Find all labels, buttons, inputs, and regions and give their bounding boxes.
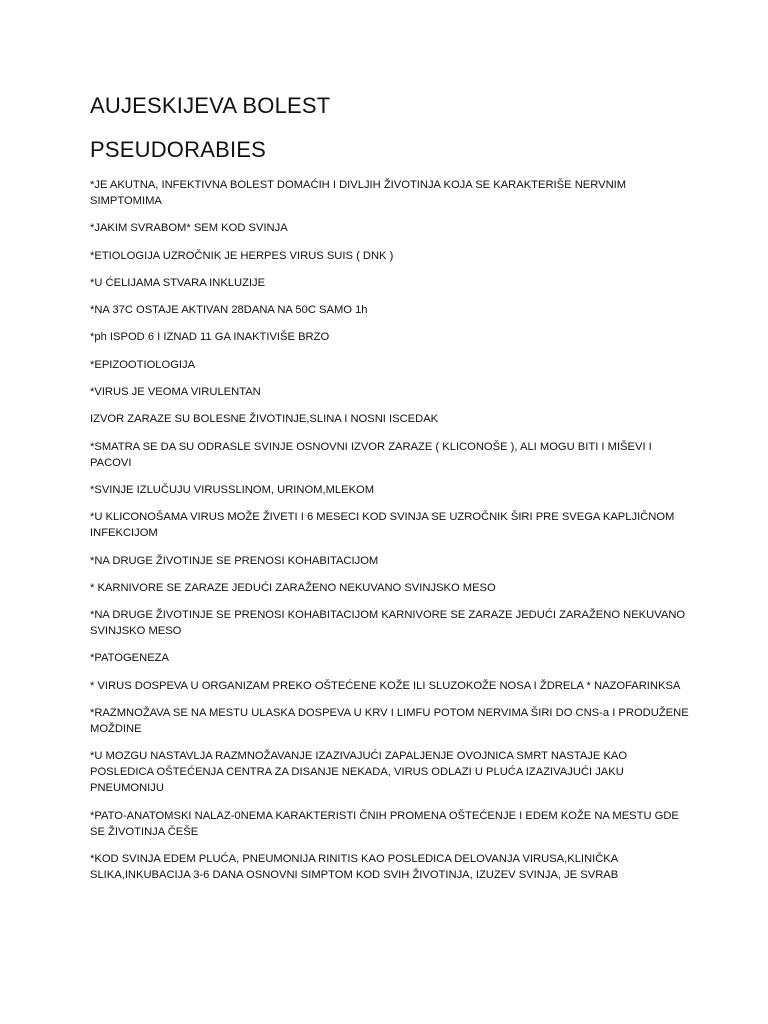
paragraph: *SMATRA SE DA SU ODRASLE SVINJE OSNOVNI IZVOR ZARAZE ( KLICONOŠE ), ALI MOGU BITI I MIŠEVI I PACOVI bbox=[90, 440, 652, 469]
paragraph: *NA DRUGE ŽIVOTINJE SE PRENOSI KOHABITACIJOM KARNIVORE SE ZARAZE JEDUĆI ZARAŽENO NEKUVANO SVINJSKO MESO bbox=[90, 609, 686, 638]
paragraph: *U ĆELIJAMA STVARA INKLUZIJE bbox=[90, 276, 266, 289]
paragraph: *RAZMNOŽAVA SE NA MESTU ULASKA DOSPEVA U KRV I LIMFU POTOM NERVIMA ŠIRI DO CNS-a I PRODUŽENE MOŽDINE bbox=[90, 707, 689, 736]
paragraph: *PATO-ANATOMSKI NALAZ-0NEMA KARAKTERISTI ČNIH PROMENA OŠTEĆENJE I EDEM KOŽE NA MESTU GDE SE ŽIVOTINJA ČEŠE bbox=[90, 809, 679, 838]
paragraph: *VIRUS JE VEOMA VIRULENTAN bbox=[90, 386, 261, 399]
paragraph: * KARNIVORE SE ZARAZE JEDUĆI ZARAŽENO NEKUVANO SVINJSKO MESO bbox=[90, 581, 496, 594]
paragraph: *KOD SVINJA EDEM PLUĆA, PNEUMONIJA RINITIS KAO POSLEDICA DELOVANJA VIRUSA,KLINIČKA SLIKA,INKUBACIJA 3-6 DANA OSNOVNI SIMPTOM KOD SVIH ŽIVOTINJA, IZUZEV SVINJA, JE SVRAB bbox=[90, 852, 619, 881]
document-subtitle: PSEUDORABIES bbox=[90, 137, 267, 162]
paragraph: *U MOZGU NASTAVLJA RAZMNOŽAVANJE IZAZIVAJUĆI ZAPALJENJE OVOJNICA SMRT NASTAJE KAO POSLEDICA OŠTEĆENJA CENTRA ZA DISANJE NEKADA, VIRUS ODLAZI U PLUĆA IZAZIVAJUĆI JAKU PNEUMONIJU bbox=[90, 750, 628, 795]
paragraph: *ph ISPOD 6 I IZNAD 11 GA INAKTIVIŠE BRZO bbox=[90, 331, 330, 344]
paragraph: *NA DRUGE ŽIVOTINJE SE PRENOSI KOHABITACIJOM bbox=[90, 554, 379, 567]
paragraph: IZVOR ZARAZE SU BOLESNE ŽIVOTINJE,SLINA I NOSNI ISCEDAK bbox=[90, 413, 439, 426]
paragraph: *JE AKUTNA, INFEKTIVNA BOLEST DOMAĆIH I DIVLJIH ŽIVOTINJA KOJA SE KARAKTERIŠE NERVNIM SIMPTOMIMA bbox=[90, 179, 627, 207]
paragraph: *ETIOLOGIJA UZROČNIK JE HERPES VIRUS SUIS ( DNK ) bbox=[90, 249, 394, 262]
paragraph: *JAKIM SVRABOM* SEM KOD SVINJA bbox=[90, 222, 288, 235]
paragraph: *SVINJE IZLUČUJU VIRUSSLINOM, URINOM,MLEKOM bbox=[90, 483, 375, 496]
paragraph: *EPIZOOTIOLOGIJA bbox=[90, 358, 196, 371]
paragraph: * VIRUS DOSPEVA U ORGANIZAM PREKO OŠTEĆENE KOŽE ILI SLUZOKOŽE NOSA I ŽDRELA * NAZOFARINKSA bbox=[90, 679, 681, 692]
paragraph: *NA 37C OSTAJE AKTIVAN 28DANA NA 50C SAMO 1h bbox=[90, 304, 368, 317]
paragraph: *U KLICONOŠAMA VIRUS MOŽE ŽIVETI I 6 MESECI KOD SVINJA SE UZROČNIK ŠIRI PRE SVEGA KAPLJIČNOM INFEKCIJOM bbox=[90, 511, 675, 540]
document-title: AUJESKIJEVA BOLEST bbox=[90, 93, 331, 118]
paragraph: *PATOGENEZA bbox=[90, 652, 169, 665]
document-body bbox=[90, 93, 690, 894]
